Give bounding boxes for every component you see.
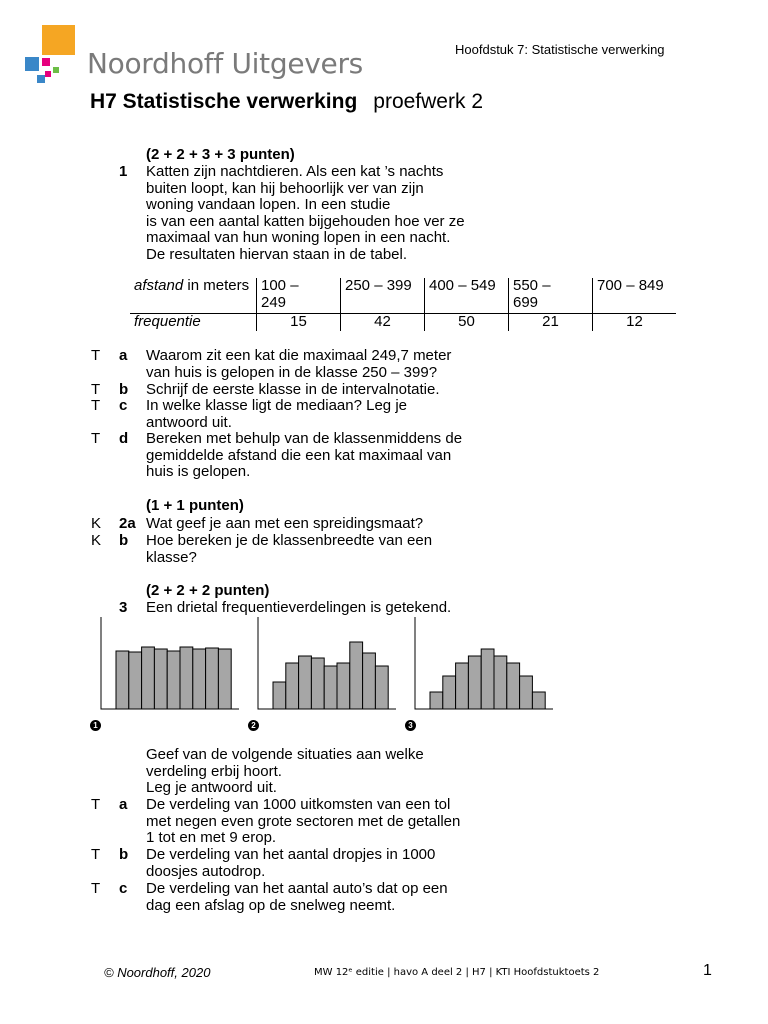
- logo-square-green: [53, 67, 59, 73]
- histogram-bar: [456, 663, 469, 709]
- histogram-bar: [193, 649, 206, 709]
- publisher-name: Noordhoff Uitgevers: [87, 47, 363, 80]
- chart-label-3: 3: [405, 720, 416, 731]
- table-cell: 12: [593, 314, 677, 331]
- q1d-text: Bereken met behulp van de klassenmiddens de gemiddelde afstand die een kat maximaal van huis is gelopen.: [146, 430, 463, 480]
- q2b-text: Hoe bereken je de klassenbreedte van een klasse?: [146, 532, 433, 566]
- publisher-logo: [25, 25, 85, 85]
- q1b-tag: T: [91, 381, 101, 398]
- histogram-bar: [532, 692, 545, 709]
- histograms: [80, 610, 560, 735]
- q2b-tag: K: [91, 532, 102, 549]
- q3b-tag: T: [91, 846, 101, 863]
- table-cell: 400 – 549: [425, 278, 509, 314]
- logo-square-blue: [25, 57, 39, 71]
- q2a-label: 2a: [119, 515, 136, 532]
- table-cell: 21: [509, 314, 593, 331]
- q3-number: 3: [119, 599, 128, 616]
- q3a-label: a: [119, 796, 128, 813]
- table-cell: 100 – 249: [257, 278, 341, 314]
- q1a-label: a: [119, 347, 128, 364]
- table-cell: 42: [341, 314, 425, 331]
- q1b-label: b: [119, 381, 129, 398]
- table-row-label: frequentie: [130, 314, 257, 331]
- histogram-bar: [311, 658, 324, 709]
- histogram-bar: [494, 656, 507, 709]
- histogram-bar: [350, 642, 363, 709]
- table-row-frequencies: [130, 314, 676, 331]
- chart-label-2: 2: [248, 720, 259, 731]
- title-main: H7 Statistische verwerking: [90, 90, 358, 113]
- q3b-text: De verdeling van het aantal dropjes in 1000 doosjes autodrop.: [146, 846, 436, 880]
- histogram-bar: [337, 663, 350, 709]
- histogram-bar: [218, 649, 231, 709]
- histogram-bar: [363, 653, 376, 709]
- q3c-label: c: [119, 880, 128, 897]
- table-row-label: afstand in meters: [134, 277, 250, 294]
- q2a-tag: K: [91, 515, 102, 532]
- table-cell: 15: [257, 314, 341, 331]
- q2b-label: b: [119, 532, 129, 549]
- logo-square-magenta: [42, 58, 50, 66]
- q3-points: (2 + 2 + 2 punten): [146, 582, 270, 599]
- chapter-header: Hoofdstuk 7: Statistische verwerking: [455, 42, 665, 57]
- q3c-tag: T: [91, 880, 101, 897]
- q1-intro: Katten zijn nachtdieren. Als een kat ’s nachts buiten loopt, kan hij behoorlijk ver van zijn woning vandaan lopen. In een studie is van een aantal katten bijgehouden hoe ver ze maximaal van hun woning lopen in een nacht. De resultaten hiervan staan in de tabel.: [146, 163, 465, 263]
- q3-instruction: Geef van de volgende situaties aan welke verdeling erbij hoort. Leg je antwoord uit.: [146, 746, 424, 796]
- frequency-table: [130, 278, 676, 331]
- histogram-bar: [154, 649, 167, 709]
- table-row-classes: [130, 278, 676, 314]
- q3-intro: Een drietal frequentieverdelingen is getekend.: [146, 599, 452, 616]
- histogram-bar: [286, 663, 299, 709]
- table-cell: 550 – 699: [509, 278, 593, 314]
- page-number: 1: [703, 962, 712, 979]
- q2a-text: Wat geef je aan met een spreidingsmaat?: [146, 515, 424, 532]
- q1-number: 1: [119, 163, 128, 180]
- logo-square-orange: [42, 25, 75, 55]
- histogram-bar: [507, 663, 520, 709]
- histogram-bar: [468, 656, 481, 709]
- logo-square-magenta-small: [45, 71, 51, 77]
- histogram-bar: [273, 682, 286, 709]
- q1c-label: c: [119, 397, 128, 414]
- q1d-label: d: [119, 430, 129, 447]
- logo-square-blue-small: [37, 75, 45, 83]
- histogram-bar: [324, 666, 337, 709]
- histogram-bar: [167, 651, 180, 709]
- q3b-label: b: [119, 846, 129, 863]
- q3a-tag: T: [91, 796, 101, 813]
- q1b-text: Schrijf de eerste klasse in de intervalnotatie.: [146, 381, 440, 398]
- q1c-tag: T: [91, 397, 101, 414]
- q3a-text: De verdeling van 1000 uitkomsten van een tol met negen even grote sectoren met de getallen 1 tot en met 9 erop.: [146, 796, 461, 846]
- histogram-bar: [443, 676, 456, 709]
- histogram-bar: [520, 676, 533, 709]
- q1a-text: Waarom zit een kat die maximaal 249,7 meter van huis is gelopen in de klasse 250 – 399?: [146, 347, 452, 381]
- histogram-bar: [375, 666, 388, 709]
- q1c-text: In welke klasse ligt de mediaan? Leg je antwoord uit.: [146, 397, 407, 431]
- histogram-bar: [299, 656, 312, 709]
- table-cell: 700 – 849: [593, 278, 677, 314]
- table-cell: 250 – 399: [341, 278, 425, 314]
- title-sub: proefwerk 2: [373, 90, 483, 113]
- histogram-bar: [206, 648, 219, 709]
- histogram-bar: [142, 647, 155, 709]
- footer-copyright: © Noordhoff, 2020: [104, 965, 211, 980]
- chart-label-1: 1: [90, 720, 101, 731]
- histogram-bar: [481, 649, 494, 709]
- histogram-bar: [116, 651, 129, 709]
- q1-points: (2 + 2 + 3 + 3 punten): [146, 146, 295, 163]
- page-title: [90, 90, 483, 114]
- q3c-text: De verdeling van het aantal auto’s dat op een dag een afslag op de snelweg neemt.: [146, 880, 448, 914]
- q2-points: (1 + 1 punten): [146, 497, 244, 514]
- q1d-tag: T: [91, 430, 101, 447]
- histogram-bar: [180, 647, 193, 709]
- histogram-bar: [430, 692, 443, 709]
- table-cell: 50: [425, 314, 509, 331]
- q1a-tag: T: [91, 347, 101, 364]
- histogram-bar: [129, 652, 142, 709]
- footer-edition: MW 12ᵉ editie | havo A deel 2 | H7 | KTI Hoofdstuktoets 2: [314, 967, 600, 978]
